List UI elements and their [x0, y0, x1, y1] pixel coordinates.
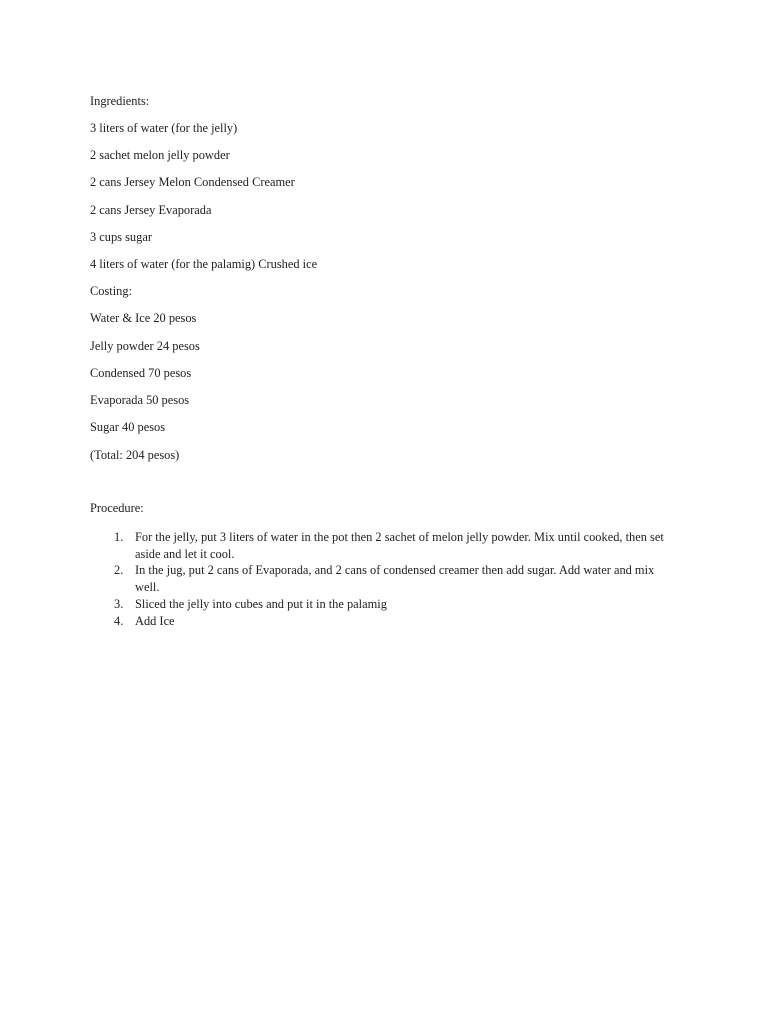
ingredient-item: 3 cups sugar	[90, 230, 152, 244]
procedure-step	[90, 529, 680, 562]
step-number: 3.	[114, 596, 124, 611]
ingredient-item: 2 sachet melon jelly powder	[90, 148, 230, 162]
cost-total: (Total: 204 pesos)	[90, 448, 180, 462]
procedure-step	[90, 613, 680, 630]
step-number: 1.	[114, 530, 124, 544]
step-text: In the jug, put 2 cans of Evaporada, and 2 cans of condensed creamer then add sugar. Add water and mix well.	[135, 563, 655, 595]
ingredient-item: 3 liters of water (for the jelly)	[90, 121, 238, 135]
step-text: For the jelly, put 3 liters of water in the pot then 2 sachet of melon jelly powder. Mix until cooked, then set aside and let it cool.	[135, 530, 664, 561]
cost-item: Sugar 40 pesos	[90, 420, 166, 434]
cost-item: Evaporada 50 pesos	[90, 393, 190, 407]
step-number: 2.	[114, 563, 124, 578]
cost-item: Jelly powder 24 pesos	[90, 339, 200, 353]
ingredient-item: 2 cans Jersey Evaporada	[90, 203, 212, 217]
procedure-step	[90, 596, 680, 613]
step-text: Sliced the jelly into cubes and put it in the palamig	[135, 596, 387, 611]
costing-heading: Costing:	[90, 284, 132, 298]
procedure-steps	[90, 529, 680, 629]
cost-item: Water & Ice 20 pesos	[90, 311, 197, 325]
ingredient-item: 4 liters of water (for the palamig) Crushed ice	[90, 257, 318, 271]
step-number: 4.	[114, 613, 124, 628]
procedure-heading: Procedure:	[90, 501, 144, 515]
cost-item: Condensed 70 pesos	[90, 366, 192, 380]
ingredient-item: 2 cans Jersey Melon Condensed Creamer	[90, 175, 295, 189]
step-text: Add Ice	[135, 613, 175, 628]
procedure-step	[90, 562, 680, 595]
ingredients-heading: Ingredients:	[90, 94, 150, 108]
